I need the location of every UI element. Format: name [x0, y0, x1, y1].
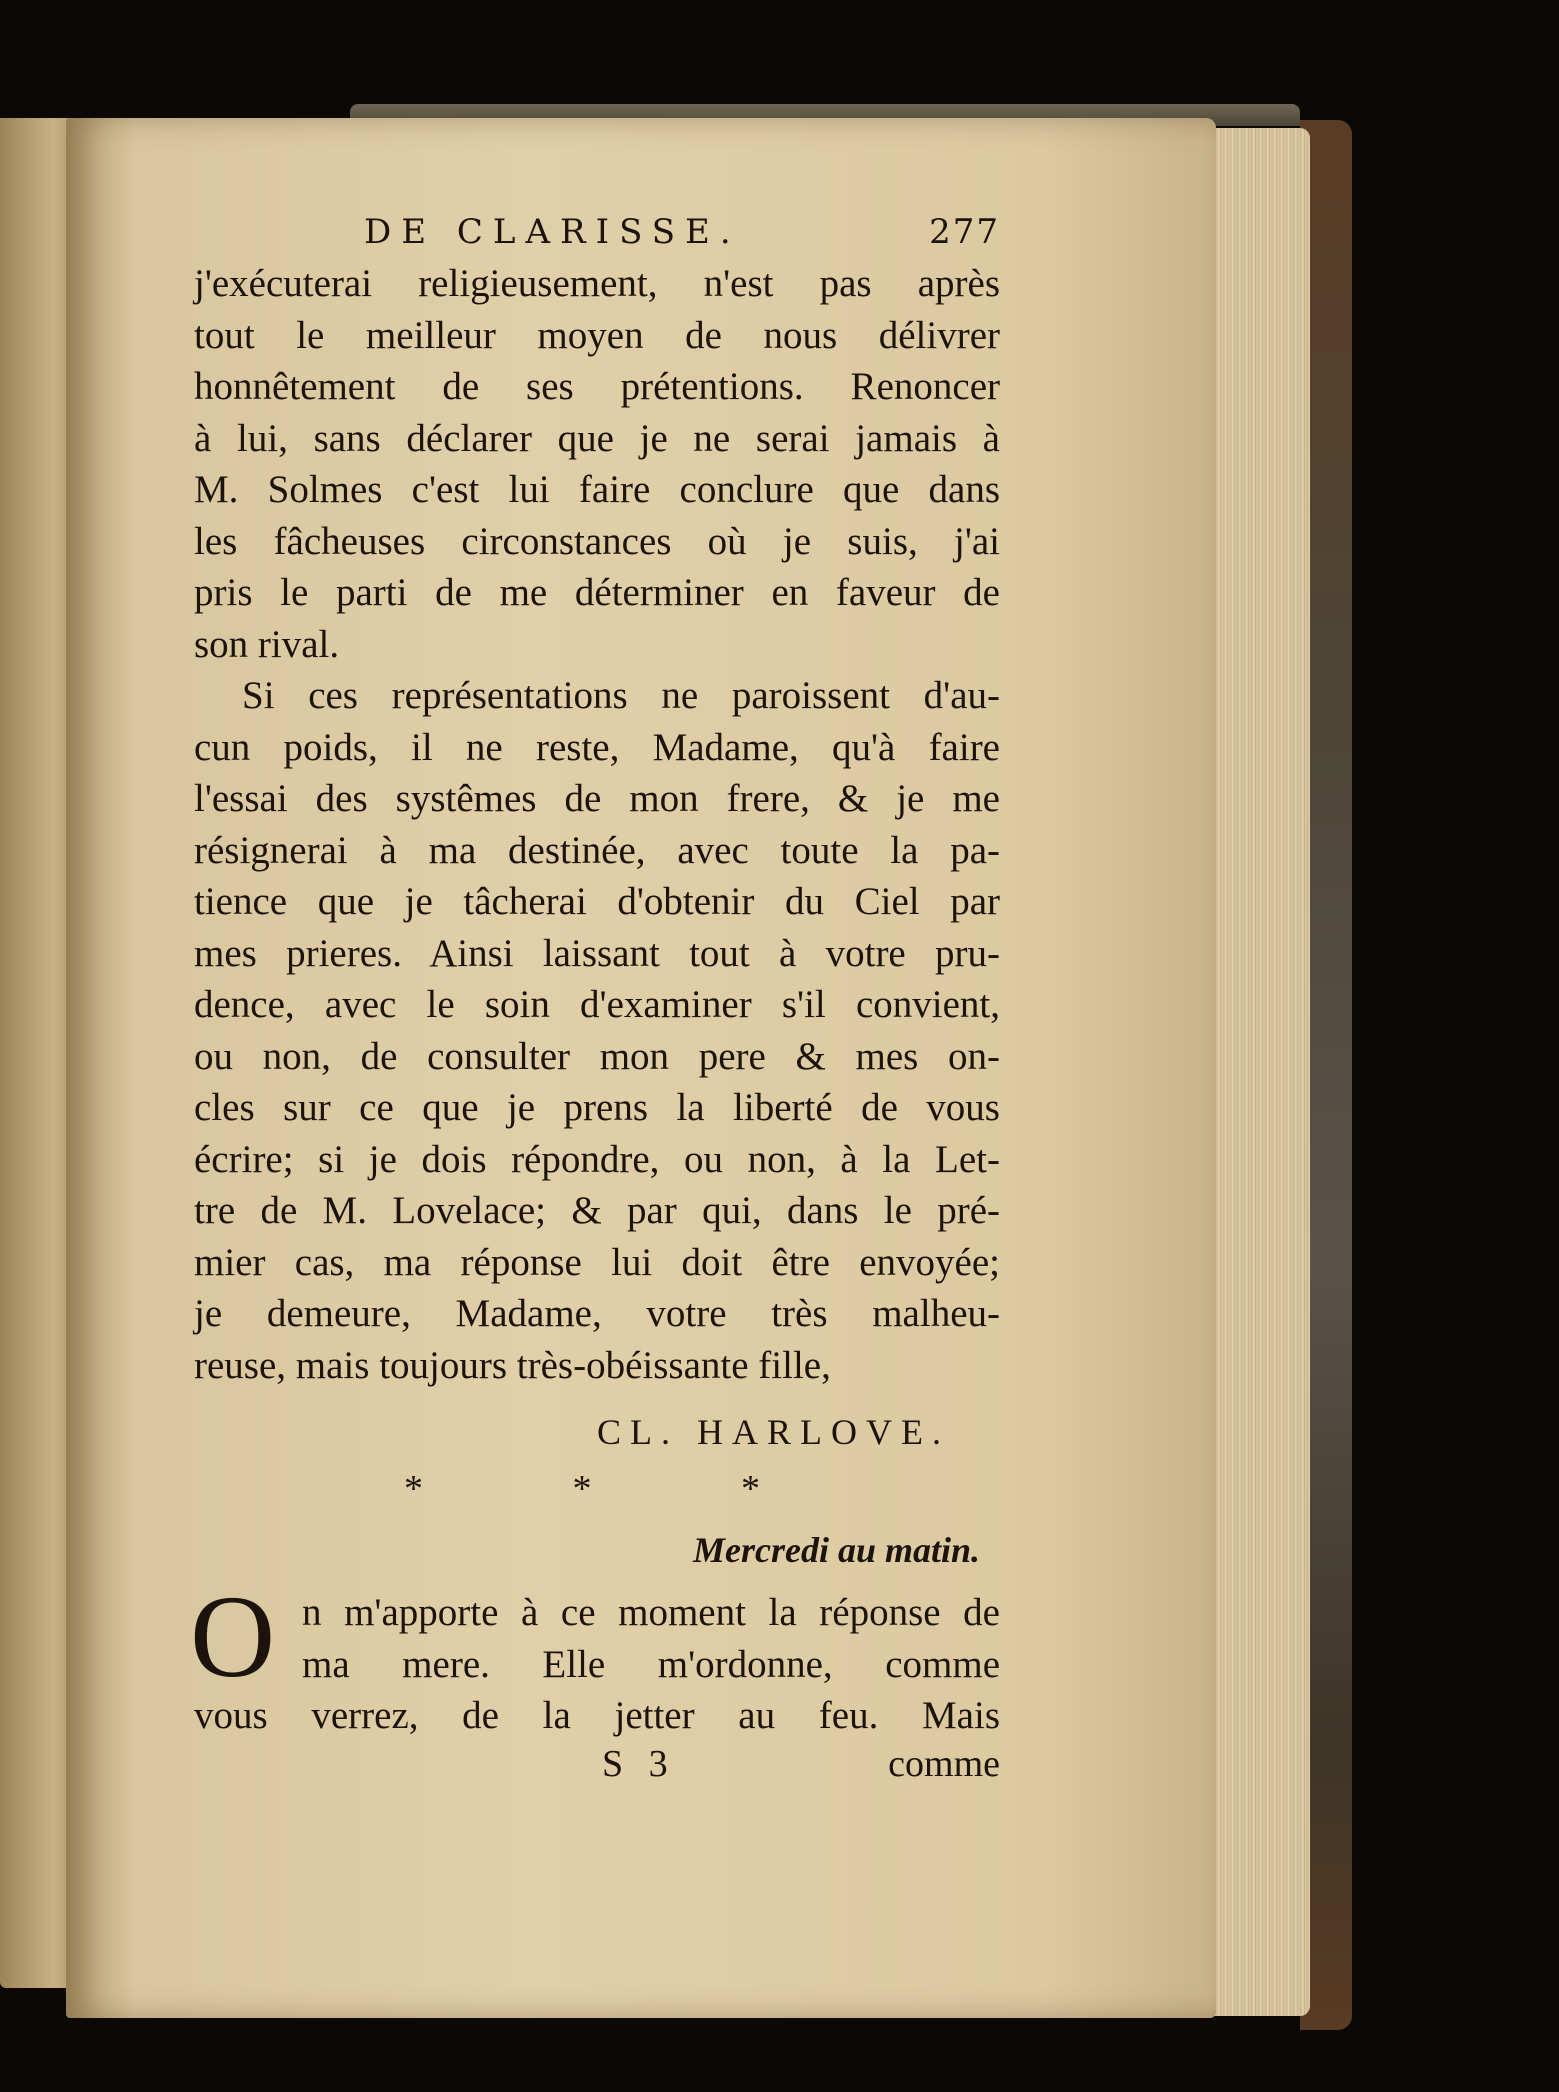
text-line: ma mere. Elle m'ordonne, comme — [302, 1642, 1000, 1686]
text-line: j'exécuterai religieusement, n'est pas après — [194, 262, 1000, 305]
catchword: comme — [888, 1742, 1000, 1785]
text-line: pris le parti de me déterminer en faveur de — [194, 571, 1000, 614]
page-text — [190, 212, 1000, 1794]
section-asterisms: * * * — [404, 1468, 830, 1510]
text-line: les fâcheuses circonstances où je suis, j'ai — [194, 519, 1000, 563]
text-line: tre de M. Lovelace; & par qui, dans le pré- — [194, 1189, 1000, 1232]
text-line: honnêtement de ses prétentions. Renoncer — [194, 365, 1000, 408]
text-line: M. Solmes c'est lui faire conclure que dans — [194, 468, 1000, 511]
text-line: ou non, de consulter mon pere & mes on- — [194, 1034, 1000, 1078]
text-line: Si ces représentations ne paroissent d'au- — [242, 674, 1000, 717]
running-head — [194, 212, 1000, 258]
text-line: tience que je tâcherai d'obtenir du Ciel par — [194, 880, 1000, 923]
text-line: écrire; si je dois répondre, ou non, à la Let- — [194, 1137, 1000, 1181]
running-title: DE CLARISSE. — [364, 212, 741, 252]
paragraph-3 — [190, 1571, 1000, 1742]
text-line: mes prieres. Ainsi laissant tout à votre pru- — [194, 931, 1000, 975]
text-line: cles sur ce que je prens la liberté de vous — [194, 1086, 1000, 1129]
page-edges — [1200, 128, 1310, 2016]
text-line: reuse, mais toujours très-obéissante fille, — [194, 1343, 831, 1387]
text-line: à lui, sans déclarer que je ne serai jamais à — [194, 416, 1000, 460]
dateline: Mercredi au matin. — [692, 1530, 980, 1570]
text-line: n m'apporte à ce moment la réponse de — [302, 1591, 1000, 1634]
text-line: cun poids, il ne reste, Madame, qu'à faire — [194, 725, 1000, 769]
text-line: mier cas, ma réponse lui doit être envoyée; — [194, 1240, 1000, 1284]
drop-cap: O — [190, 1571, 276, 1702]
text-line: son rival. — [194, 622, 340, 666]
page-number: 277 — [929, 212, 1000, 252]
letter-signature: CL. HARLOVE. — [597, 1412, 950, 1452]
signature-mark: S 3 — [602, 1742, 676, 1785]
text-line: l'essai des systêmes de mon frere, & je me — [194, 777, 1000, 820]
text-line: tout le meilleur moyen de nous délivrer — [194, 313, 1000, 357]
text-line: vous verrez, de la jetter au feu. Mais — [194, 1694, 1000, 1737]
page-footer — [194, 1742, 1000, 1794]
text-line: je demeure, Madame, votre très malheu- — [194, 1292, 1000, 1335]
paragraph-2 — [194, 670, 1000, 1391]
text-line: résignerai à ma destinée, avec toute la pa- — [194, 828, 1000, 872]
text-line: dence, avec le soin d'examiner s'il convient, — [194, 983, 1000, 1026]
paragraph-1 — [194, 258, 1000, 670]
